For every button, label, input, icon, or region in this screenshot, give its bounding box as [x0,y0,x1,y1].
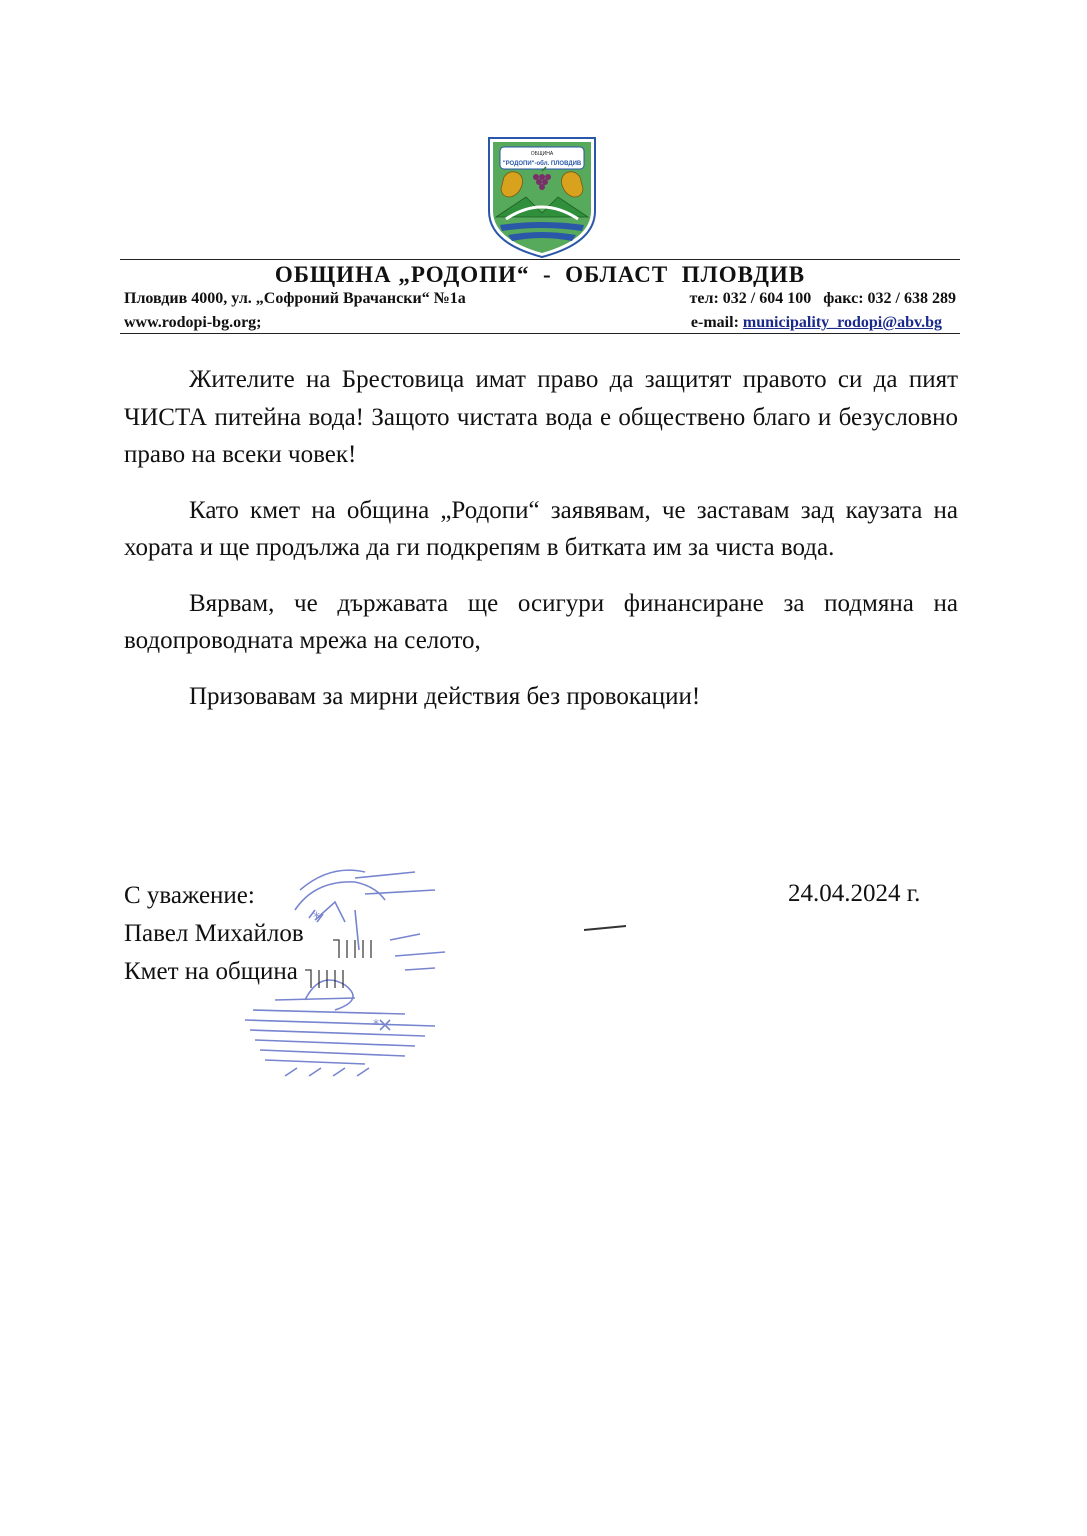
official-stamp [205,850,465,1100]
svg-text:*: * [313,910,320,926]
body-paragraph-3: Вярвам, че държавата ще осигури финансиране за подмяна на водопроводната мрежа на селото, [124,589,958,654]
body-paragraph-2: Като кмет на община „Родопи“ заявявам, че заставам зад каузата на хората и ще продължа да ги подкрепям в битката им за чиста вода. [124,496,958,561]
letterhead-title: ОБЩИНА „РОДОПИ“ - ОБЛАСТ ПЛОВДИВ [274,262,806,287]
body-paragraph-4: Призовавам за мирни действия без провокации! [189,682,701,710]
municipality-coat-of-arms [486,135,598,260]
signatory-title: Кмет на община [124,958,298,985]
header-bottom-rule [120,333,960,334]
svg-text:*: * [373,1017,379,1031]
letterhead-contact-row [124,290,956,308]
crest-text-main: "РОДОПИ"-обл. ПЛОВДИВ [502,161,582,167]
crest-text-top: ОБЩИНА [530,151,554,157]
body-paragraph-1: Жителите на Брестовица имат право да защитят правото си да пият ЧИСТА питейна вода! Защото чистата вода е обществено благо и безусловно право на всеки човек! [124,366,958,468]
email-link[interactable]: municipality_rodopi@abv.bg [742,314,942,331]
email-label: e-mail: [690,314,743,331]
signatory-name: Павел Михайлов [124,920,304,947]
header-top-rule [120,259,960,260]
letter-date: 24.04.2024 г. [788,880,921,907]
letterhead-website[interactable]: www.rodopi-bg.org; [124,314,262,331]
letterhead-address: Пловдив 4000, ул. „Софроний Врачански“ №1а [124,290,466,307]
letterhead-web-row [124,314,956,332]
signature-pen-mark [580,922,630,934]
letter-body [124,361,958,733]
letterhead-phone-fax: тел: 032 / 604 100 факс: 032 / 638 289 [689,290,956,307]
closing-salutation: С уважение: [124,882,255,909]
letterhead-email [691,314,942,332]
